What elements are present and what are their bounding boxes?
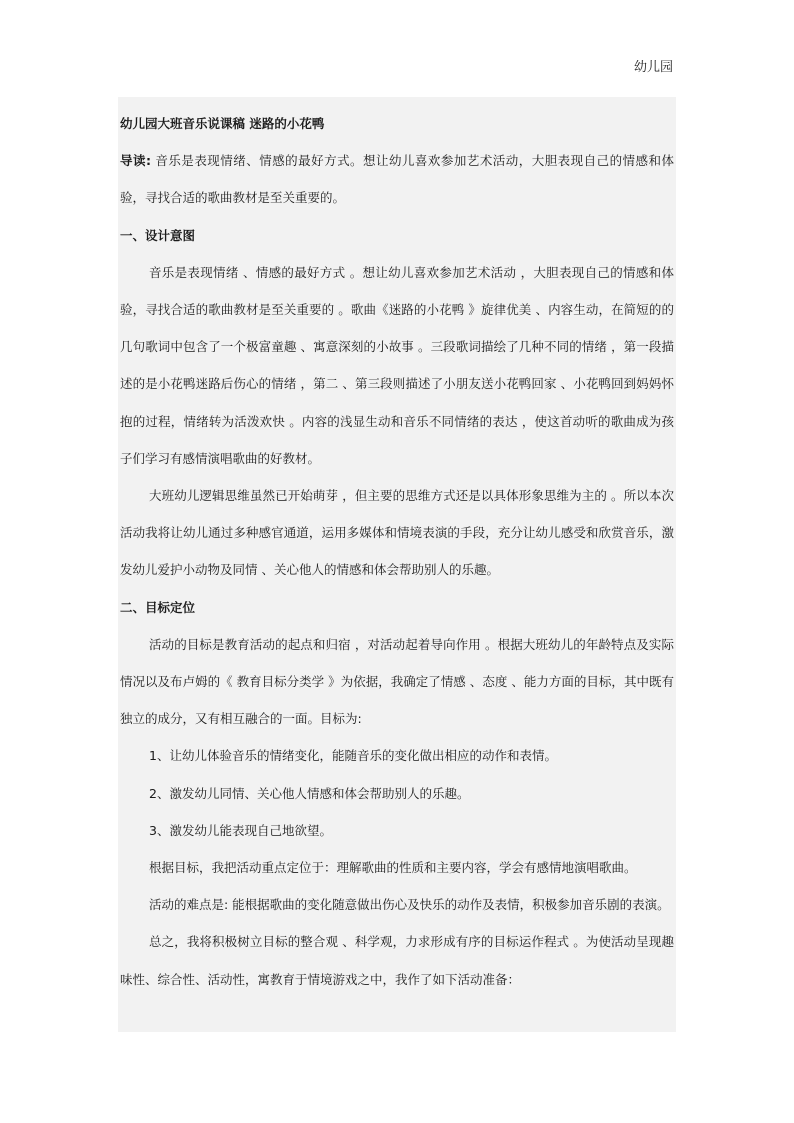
goals-summary-paragraph: 总之，我将积极树立目标的整合观 、科学观，力求形成有序的目标运作程式 。为使活动呈现趣味性、综合性、活动性，寓教育于情境游戏之中，我作了如下活动准备： xyxy=(120,934,674,987)
document-body xyxy=(118,97,676,1032)
document-title: 幼儿园大班音乐说课稿 迷路的小花鸭 xyxy=(120,116,325,131)
goal-item-1: 1、让幼儿体验音乐的情绪变化，能随音乐的变化做出相应的动作和表情。 xyxy=(149,748,557,764)
goals-key-point-paragraph: 根据目标，我把活动重点定位于：理解歌曲的性质和主要内容，学会有感情地演唱歌曲。 xyxy=(149,860,637,876)
goals-paragraph-1: 活动的目标是教育活动的起点和归宿 ，对活动起着导向作用 。根据大班幼儿的年龄特点及实际情况以及布卢姆的《 教育目标分类学 》为依据，我确定了情感 、态度 、能力方面的目标，其中既有独立的成分，又有相互融合的一面。目标为: xyxy=(120,636,674,727)
goal-item-2: 2、激发幼儿同情、关心他人情感和体会帮助别人的乐趣。 xyxy=(149,785,470,801)
intro-paragraph xyxy=(120,142,674,216)
section-heading-design-intent: 一、设计意图 xyxy=(120,227,196,243)
intro-label: 导读: xyxy=(120,153,151,169)
section-heading-goals: 二、目标定位 xyxy=(120,599,196,615)
design-intent-paragraph-2: 大班幼儿逻辑思维虽然已开始萌芽 ，但主要的思维方式还是以具体形象思维为主的 。所以本次活动我将让幼儿通过多种感官通道，运用多媒体和情境表演的手段，充分让幼儿感受和欣赏音乐，激发幼儿爱护小动物及同情 、关心他人的情感和体会帮助别人的乐趣。 xyxy=(120,488,674,578)
goal-item-3: 3、激发幼儿能表现自己地欲望。 xyxy=(149,822,332,838)
intro-text: 音乐是表现情绪、情感的最好方式。想让幼儿喜欢参加艺术活动，大胆表现自己的情感和体验，寻找合适的歌曲教材是至关重要的。 xyxy=(120,153,674,206)
design-intent-paragraph-1: 音乐是表现情绪 、情感的最好方式 。想让幼儿喜欢参加艺术活动 ，大胆表现自己的情感和体验，寻找合适的歌曲教材是至关重要的 。歌曲《迷路的小花鸭 》旋律优美 、内容生动，在简短的的几句歌词中包含了一个极富童趣 、寓意深刻的小故事 。三段歌词描绘了几种不同的情绪 ，第一段描述的是小花鸭迷路后伤心的情绪 ，第二 、第三段则描述了小朋友送小花鸭回家 、小花鸭回到妈妈怀抱的过程，情绪转为活泼欢快 。内容的浅显生动和音乐不同情绪的表达 ，使这首动听的歌曲成为孩子们学习有感情演唱歌曲的好教材。 xyxy=(120,264,674,466)
goals-difficulty-paragraph: 活动的难点是: 能根据歌曲的变化随意做出伤心及快乐的动作及表情，积极参加音乐剧的表演。 xyxy=(149,897,670,913)
page-header-label: 幼儿园 xyxy=(633,60,673,75)
